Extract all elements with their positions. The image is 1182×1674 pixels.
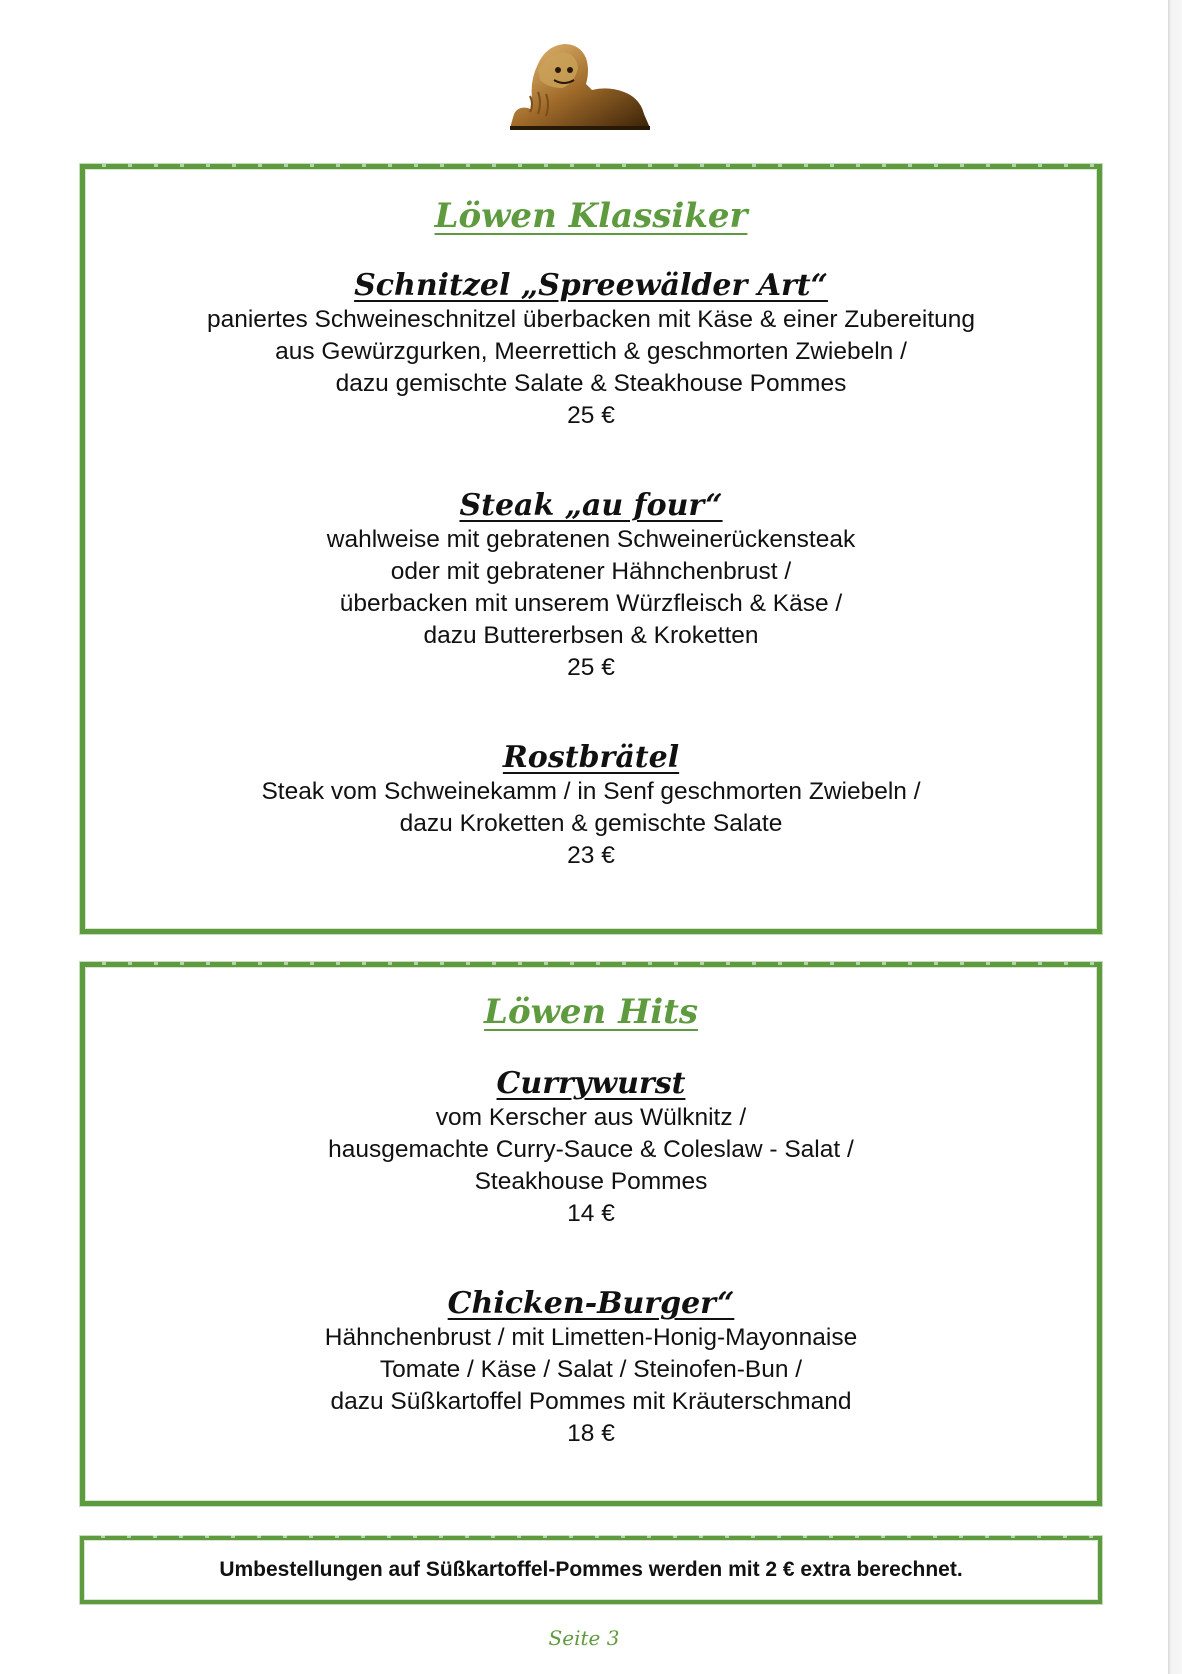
dish-description-line: Steak vom Schweinekamm / in Senf geschmorten Zwiebeln / — [261, 778, 921, 805]
dish-description-line: dazu Kroketten & gemischte Salate — [399, 810, 783, 837]
menu-item — [80, 488, 1102, 684]
page-edge-shadow — [1168, 0, 1182, 1674]
dish-description-line: dazu Buttererbsen & Kroketten — [423, 622, 759, 649]
section-hits — [80, 992, 1102, 1492]
page-number: Seite 3 — [548, 1626, 620, 1650]
dish-description-line: oder mit gebratener Hähnchenbrust / — [390, 558, 792, 585]
section-title: Löwen Klassiker — [434, 196, 748, 236]
dish-description-line: hausgemachte Curry-Sauce & Coleslaw - Salat / — [328, 1136, 854, 1163]
menu-item — [80, 1286, 1102, 1450]
dish-name: Steak „au four“ — [459, 488, 723, 523]
dish-description-line: Hähnchenbrust / mit Limetten-Honig-Mayonnaise — [324, 1324, 858, 1351]
surcharge-note: Umbestellungen auf Süßkartoffel-Pommes werden mit 2 € extra berechnet. — [219, 1558, 963, 1581]
dish-description-line: Tomate / Käse / Salat / Steinofen-Bun / — [379, 1356, 803, 1383]
section-title: Löwen Hits — [484, 992, 698, 1032]
dish-description-line: aus Gewürzgurken, Meerrettich & geschmorten Zwiebeln / — [275, 338, 907, 365]
dish-description-line: dazu gemischte Salate & Steakhouse Pommes — [335, 370, 847, 397]
lion-statue-icon — [508, 40, 656, 132]
dish-price: 23 € — [567, 842, 615, 869]
dish-name: Schnitzel „Spreewälder Art“ — [354, 268, 828, 303]
dish-description-line: überbacken mit unserem Würzfleisch & Käse / — [339, 590, 843, 617]
dish-name: Rostbrätel — [502, 740, 680, 775]
menu-item — [80, 1066, 1102, 1230]
menu-item — [80, 740, 1102, 872]
dish-price: 14 € — [567, 1200, 615, 1227]
dish-description-line: wahlweise mit gebratenen Schweinerückensteak — [326, 526, 856, 553]
dish-description-line: dazu Süßkartoffel Pommes mit Kräuterschmand — [330, 1388, 852, 1415]
dish-description-line: Steakhouse Pommes — [474, 1168, 708, 1195]
dish-description-line: vom Kerscher aus Wülknitz / — [435, 1104, 747, 1131]
dish-description-line: paniertes Schweineschnitzel überbacken mit Käse & einer Zubereitung — [206, 306, 976, 333]
dish-price: 25 € — [567, 654, 615, 681]
section-klassiker — [80, 196, 1102, 916]
dish-price: 18 € — [567, 1420, 615, 1447]
dish-name: Currywurst — [496, 1066, 686, 1101]
dish-price: 25 € — [567, 402, 615, 429]
menu-item — [80, 268, 1102, 432]
dish-name: Chicken-Burger“ — [447, 1286, 735, 1321]
